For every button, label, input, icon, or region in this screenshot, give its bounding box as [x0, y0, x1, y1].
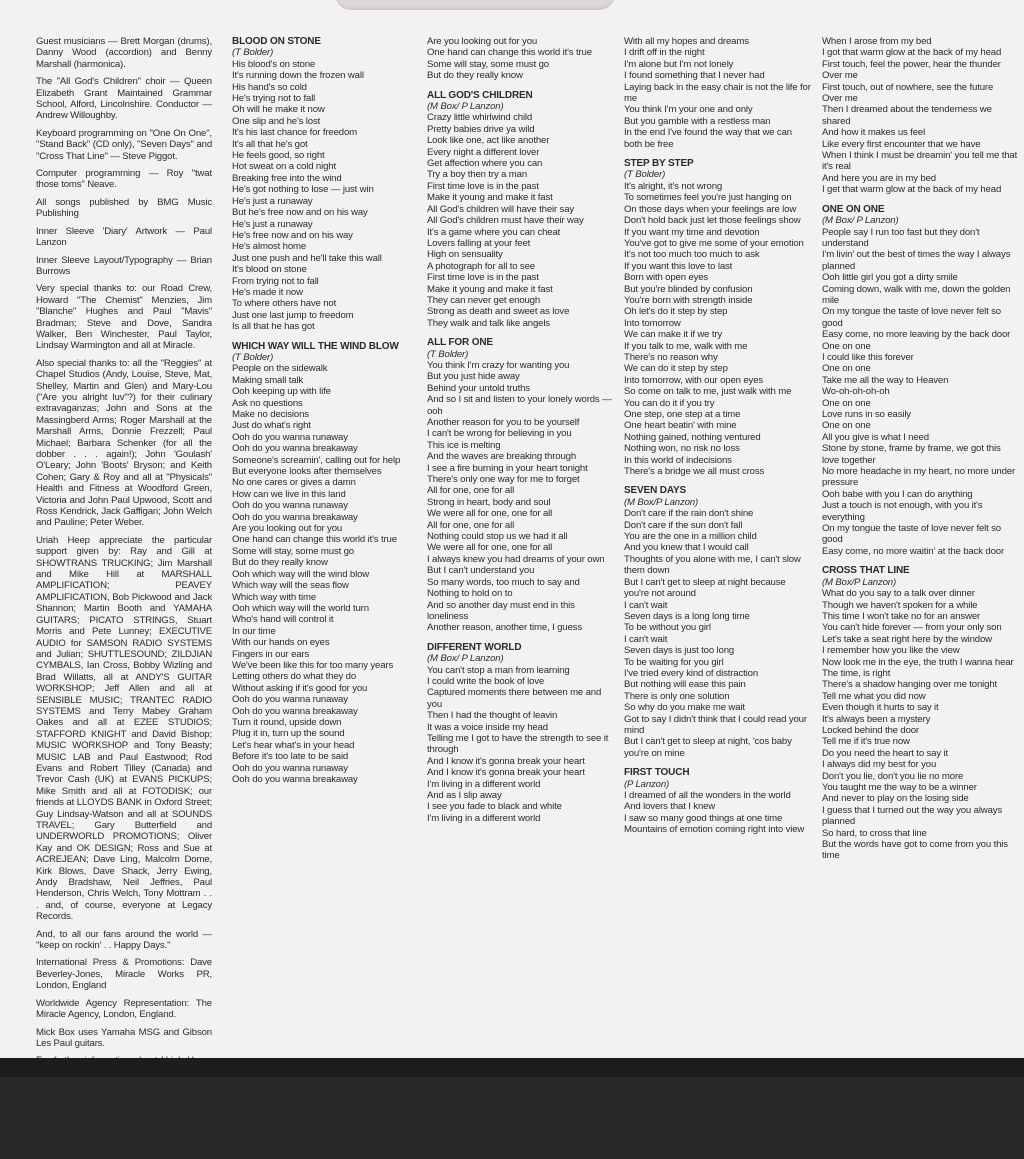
song-block	[624, 36, 812, 150]
song-block	[427, 90, 613, 330]
songwriter-credit: (T Bolder)	[232, 351, 274, 363]
lyric-stanza: Ooh which way will the wind blow Which way will the seas flow Which way with time Ooh which way will the world turn Who's hand will control it In our time	[232, 568, 370, 637]
song-block	[822, 36, 1018, 196]
song-block	[232, 36, 412, 333]
song-block	[427, 337, 613, 634]
song-title: ONE ON ONE	[822, 203, 885, 215]
lyric-stanza: First touch, feel the power, hear the thunder Over me First touch, out of nowhere, see the future Over me	[822, 58, 1001, 105]
songwriter-credit: (M Box/ P Lanzon)	[822, 215, 899, 227]
lyric-stanza: I'm alone but I'm not lonely I found something that I never had Laying back in the easy chair is not the life for me You think I'm your one and only But you gamble with a restless man In the end I've found the way that we can both be free	[624, 58, 811, 150]
song-block	[822, 565, 1018, 862]
songwriter-credit: (M Box/ P Lanzon)	[427, 101, 504, 113]
lyric-stanza: The time, is right There's a shadow hanging over me tonight	[822, 667, 998, 691]
lyric-stanza: What do you say to a talk over dinner Though we haven't spoken for a while This time I won't take no for an answer You can't hide forever — from your only son Let's take a seat right here by the window I remember how you like the view Now look me in the eye, the truth I wanna hear	[822, 588, 1014, 668]
credits-column	[36, 36, 212, 1159]
lyric-stanza: People on the sidewalk Making small talk Ooh keeping up with life Ask no questions	[232, 363, 331, 409]
songwriter-credit: (M Box/ P Lanzon)	[427, 653, 504, 665]
lyric-stanza: Thoughts of you alone with me, I can't slow them down But I can't get to sleep at night because you're not around	[624, 553, 801, 600]
credit-paragraph: And, to all our fans around the world — "keep on rockin' . . Happy Days."	[36, 928, 212, 952]
lyric-stanza: Don't care if the rain don't shine Don't care if the sun don't fall You are the one in a million child And you knew that I would call	[624, 508, 757, 554]
credit-paragraph: Mick Box uses Yamaha MSG and Gibson Les Paul guitars.	[36, 1026, 212, 1049]
lyric-stanza: Nothing gained, nothing ventured Nothing won, no risk no loss In this world of indecisions There's a bridge we all must cross	[624, 431, 765, 478]
songwriter-credit: (P Lanzon)	[624, 778, 670, 790]
lyric-stanza: Crazy little whirlwind child Pretty babies drive ya wild Look like one, act like another Every night a different lover Get affection where you can Try a boy then try a man First time love is in the past Make it young and make it fast	[427, 112, 553, 204]
lyric-stanza: I can't wait Seven days is a long long time To be without you girl I can't wait Seven days is just too long To be waiting for you girl	[624, 599, 750, 668]
songwriter-credit: (M Box/P Lanzon)	[624, 496, 699, 508]
song-title: FIRST TOUCH	[624, 767, 690, 779]
lyric-stanza: Are you looking out for you One hand can change this world it's true Some will stay, some must go But do they really know	[232, 523, 397, 569]
lyric-stanza: I always knew you had dreams of your own But I can't understand you So many words, too much to say and Nothing to hold on to And so another day must end in this loneliness Another reason, another time, I guess	[427, 553, 605, 634]
song-title: STEP BY STEP	[624, 158, 694, 170]
credit-paragraph: Very special thanks to: our Road Crew, Howard "The Chemist" Menzies, Jim "Blanche" Hughes and Paul "Mavis" Bradman; Steve and Dove, Sandra Walker, Ben Winchester, Paul Taylor, Lindsay Warmington and all at Miracle.	[36, 283, 212, 352]
credit-paragraph: Uriah Heep appreciate the particular support given by: Ray and Gill at SHOWTRANS TRUCKING; Jim Marshall and Mike Hill at MARSHALL AMPLIFICATION; PEAVEY AMPLIFICATION, Bob Pickwood and Jack Shannon; Martin Booth and YAMAHA GUITARS; PICATO STRINGS, Stuart Morris and Pete Lunney; EXECUTIVE AUDIO for SAMSON RADIO SYSTEMS and Julian; SHUTTLESOUND; ZILDJIAN CYMBALS, Ian Cross, Bobby Wizling and Brad Willatts, all at ANDY'S GUITAR WORKSHOP; Jeff Allen and all at SENSIBLE MUSIC; TRANTEC RADIO SYSTEMS and Terry Mabey Graham Oakes and all at EZEE STUDIOS; STAFFORD KNIGHT and David Bishop; MUSIC WORKSHOP and Tony Beasty; MUSIC LAB and Paul Eastwood; Rod Evans and Robert Tilley (Canada) and Trevor Cash (UK) at EVANS PICKUPS; Mike Smith and all at FOTODISK; our friends at LLOYDS BANK in Oxford Street; Guy Lindsay-Watson and all at SOUNDS TRAVEL; Gary Butterfield and UNDERWORLD PROMOTIONS; Oliver Kay and OK DESIGN; Ross and Sue at ACREJEAN; Dave Ling, Malcolm Dome, Kirk Blows, Dave Shack, Jerry Ewing, Andy Bradshaw, Neil Jeffries, Paul Henderson, Chris Welch, Tony Mottram . . . and, of course, everyone at Legacy Records.	[36, 534, 212, 923]
lyric-stanza: You think I'm crazy for wanting you But you just hide away Behind your untold truths And so I sit and listen to your lonely words — ooh Another reason for you to be yourself	[427, 359, 612, 428]
credit-paragraph: Inner Sleeve Layout/Typography — Brian Burrows	[36, 254, 212, 277]
song-title: SEVEN DAYS	[624, 485, 687, 497]
credit-paragraph: International Press & Promotions: Dave Beverley-Jones, Miracle Works PR, London, England	[36, 957, 212, 992]
song-title: ALL GOD'S CHILDREN	[427, 89, 533, 101]
lyric-stanza: When I arose from my bed I got that warm glow at the back of my head	[822, 36, 1002, 59]
lyric-stanza: I've tried every kind of distraction But nothing will ease this pain There is only one solution So why do you make me wait	[624, 667, 759, 714]
lyric-stanza: You can't stop a man from learning I could write the book of love Captured moments there between me and you Then I had the thought of leavin It was a voice inside my head Telling me I got to have the strength to see it through	[427, 664, 609, 756]
lyric-stanza: All for one, one for all Strong in heart, body and soul We were all for one, one for all All for one, one for all Nothing could stop us we had it all We were all for one, one for all	[427, 485, 568, 554]
song-block	[624, 158, 812, 477]
credit-paragraph: Guest musicians — Brett Morgan (drums), Danny Wood (accordion) and Benny Marshall (harmonica).	[36, 36, 212, 70]
lyric-stanza: And here you are in my bed I get that warm glow at the back of my head	[822, 172, 1002, 196]
credit-paragraph: All songs published by BMG Music Publishing	[36, 196, 212, 220]
lyric-stanza: So hard, to cross that line But the words have got to come from you this time	[822, 827, 1008, 862]
lyric-stanza: Someone's screamin', calling out for help But everyone looks after themselves No one cares or gives a damn How can we live in this land	[232, 454, 401, 500]
lyrics-column-4	[624, 36, 812, 844]
songwriter-credit: (M Box/P Lanzon)	[822, 576, 897, 588]
lyric-stanza: He's almost home Just one push and he'll take this wall It's blood on stone From trying not to fall He's made it now To where others have not Just one last jump to freedom Is all that he has got	[232, 241, 382, 333]
songwriter-credit: (T Bolder)	[624, 169, 666, 181]
lyric-stanza: Oh let's do it step by step Into tomorrow We can make it if we try If you talk to me, walk with me There's no reason why We can do it step by step Into tomorrow, with our open eyes So come on talk to me, just walk with me You can do it if you try One step, one step at a time One heart beatin' with mine	[624, 306, 792, 432]
song-block	[624, 767, 812, 835]
lyric-stanza: Ooh do you wanna runaway Ooh do you wanna breakaway	[232, 762, 358, 785]
song-block	[624, 485, 812, 759]
credit-paragraph: Also special thanks to: all the "Reggies" at Chapel Studios (Andy, Louise, Steve, Mat, Shelley, Martin and Glen) and Mary-Lou ("Are you alright luv"?) for their culinary extravaganzas; John and Sons at the Massingberd Arms; Roger Marshall at the Marshall Arms, Donnie Frezzell; Paul Michael; Barbara Schenker (for all the dobber . . . again!); John 'Goulash' O'Leary; John 'Boots' Bryson; and Keith Cohen; Gary & Roy and all at "Physicals" Health and Fitness at Woodford Green, Victoria and John Paul Upwood, Scott and Ross Kendrick, Jack Gaffigan; John Welch and Pauline; Peter Weber.	[36, 357, 212, 529]
lyric-stanza: With our hands on eyes Fingers in our ears We've been like this for too many years Letting others do what they do Without asking if it's good for you	[232, 637, 394, 694]
song-block	[427, 642, 613, 825]
song-title: DIFFERENT WORLD	[427, 641, 522, 653]
lyric-stanza: Ooh do you wanna runaway Ooh do you wanna breakaway	[232, 694, 358, 717]
lyric-stanza: I can't be wrong for believing in you This ice is melting And the waves are breaking through I see a fire burning in your heart tonight There's only one way for me to forget	[427, 428, 588, 486]
credit-paragraph: Worldwide Agency Representation: The Miracle Agency, London, England.	[36, 997, 212, 1021]
lyric-stanza: With all my hopes and dreams I drift off in the night	[624, 36, 749, 59]
lyric-stanza: If you want my time and devotion You've got to give me some of your emotion It's not too much too much to ask If you want this love to last Born with open eyes But you're blinded by confusion You're born with strength inside	[624, 226, 804, 306]
song-title: WHICH WAY WILL THE WIND BLOW	[232, 340, 399, 352]
credit-paragraph: Keyboard programming on "One On One", "Stand Back" (CD only), "Seven Days" and "Cross That Line" — Steve Piggot.	[36, 127, 212, 162]
lyric-stanza: It's alright, it's not wrong To sometimes feel you're just hanging on On those days when your feelings are low Don't hold back just let those feelings show	[624, 180, 801, 227]
lyrics-column-2	[232, 36, 412, 793]
lyric-stanza: You taught me the way to be a winner And never to play on the losing side I guess that I turned out the way you always planned	[822, 782, 1003, 828]
lyric-stanza: I dreamed of all the wonders in the world And lovers that I knew I saw so many good things at one time Mountains of emotion coming right into view	[624, 790, 805, 836]
credit-paragraph: The "All God's Children" choir — Queen Elizabeth Grant Maintained Grammar School, Alford, Lincolnshire. Conductor — Andrew Willoughby.	[36, 76, 212, 122]
song-title: ALL FOR ONE	[427, 337, 493, 349]
scan-background-edge	[0, 1058, 1024, 1077]
song-block	[822, 204, 1018, 558]
songwriter-credit: (T Bolder)	[232, 47, 274, 59]
lyric-stanza: Got to say I didn't think that I could read your mind But I can't get to sleep at night, 'cos baby you're on mine	[624, 713, 807, 759]
credit-paragraph: Inner Sleeve 'Diary' Artwork — Paul Lanzon	[36, 225, 212, 249]
lyric-stanza: Turn it round, upside down Plug it in, turn up the sound Let's hear what's in your head Before it's too late to be said	[232, 716, 355, 763]
lyrics-column-3	[427, 36, 613, 832]
lyric-stanza: I'm living in a different world And as I slip away I see you fade to black and white I'm living in a different world	[427, 778, 562, 824]
credit-paragraph: URIAH HEEP, BOX 91/1, 33 Goodge Street, London W1P 1FD, England	[36, 1118, 212, 1153]
lyric-stanza: Tell me what you did now Even though it hurts to say it It's always been a mystery Locked behind the door Tell me if it's true now Do you need the heart to say it I always did my best for you Don't you lie, don't you lie no more	[822, 690, 964, 782]
lyric-stanza: He feels good, so right Hot sweat on a cold night Breaking free into the wind He's got nothing to lose — just win	[232, 150, 374, 196]
lyric-stanza: Stone by stone, frame by frame, we got this love together No more headache in my heart, no more under pressure Ooh babe with you I can do anything Just a touch is not enough, with you it's everything On my tongue the taste of love never felt so good Easy come, no more waitin' at the back door	[822, 443, 1015, 557]
song-block	[232, 341, 412, 786]
songwriter-credit: (T Bolder)	[427, 348, 469, 360]
lyric-stanza: All God's children will have their say All God's children must have their way	[427, 203, 584, 227]
song-block	[427, 36, 613, 82]
lyric-stanza: And I know it's gonna break your heart And I know it's gonna break your heart	[427, 755, 585, 779]
lyric-stanza: People say I run too fast but they don't understand I'm livin' out the best of times the way I always planned Ooh little girl you got a dirty smile Coming down, walk with me, down the golden mile On my tongue the taste of love never felt so good Easy come, no more leaving by the back door	[822, 226, 1011, 341]
lyric-stanza: Make no decisions Just do what's right	[232, 409, 311, 432]
lyrics-column-5	[822, 36, 1018, 870]
song-title: BLOOD ON STONE	[232, 36, 321, 47]
lyric-stanza: Then I dreamed about the tenderness we shared And how it makes us feel Like every first encounter that we have When I think I must be dreamin' you tell me that it's real	[822, 104, 1018, 173]
lyric-stanza: Are you looking out for you One hand can change this world it's true Some will stay, some must go But do they really know	[427, 36, 592, 82]
lyric-stanza: It's a game where you can cheat Lovers falling at your feet High on sensuality A photograph for all to see First time love is in the past Make it young and make it fast They can never get enough Strong as death and sweet as love They walk and talk like angels	[427, 226, 570, 329]
credit-paragraph: Computer programming — Roy "twat those toms" Neave.	[36, 168, 212, 191]
lyric-stanza: One on one I could like this forever One on one Take me all the way to Heaven Wo-oh-oh-oh-oh One on one Love runs in so easily One on one All you give is what I need	[822, 340, 949, 443]
lyric-stanza: His blood's on stone It's running down the frozen wall His hand's so cold He's trying not to fall Oh will he make it now One slip and he's lost It's his last chance for freedom It's all that he's got	[232, 58, 364, 150]
sleeve-notch	[335, 0, 615, 10]
credit-paragraph: addressed envelope (UK) or equivalent sterling money order for postage (overseas) to:	[36, 1078, 212, 1112]
song-title: CROSS THAT LINE	[822, 565, 910, 577]
lyric-stanza: Ooh do you wanna runaway Ooh do you wanna breakaway	[232, 500, 358, 523]
lyric-stanza: Ooh do you wanna runaway Ooh do you wanna breakaway	[232, 431, 358, 455]
lyric-stanza: He's just a runaway But he's free now and on his way He's just a runaway He's free now and on his way	[232, 195, 368, 241]
